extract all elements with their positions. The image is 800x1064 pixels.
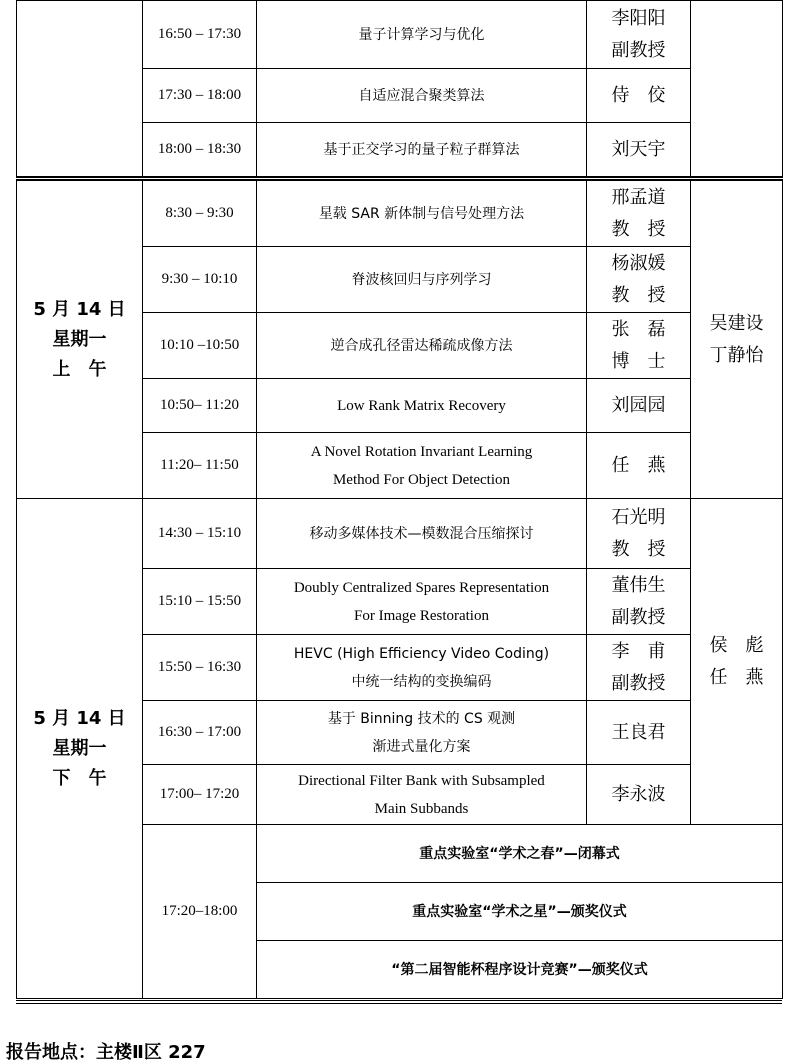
talk-speaker: 张 磊 博 士: [587, 313, 691, 379]
table-row: [17, 1, 783, 69]
talk-title: A Novel Rotation Invariant Learning Method For Object Detection: [257, 433, 587, 499]
location-note: 报告地点：主楼Ⅱ区 227: [6, 1042, 206, 1063]
talk-speaker: 王良君: [587, 701, 691, 765]
talk-title: 自适应混合聚类算法: [257, 69, 587, 123]
talk-title: 移动多媒体技术—模数混合压缩探讨: [257, 499, 587, 569]
talk-speaker: 石光明 教 授: [587, 499, 691, 569]
day-cell: 5 月 14 日 星期一 下 午: [17, 499, 143, 999]
talk-speaker: 杨淑媛 教 授: [587, 247, 691, 313]
talk-time: 10:10 –10:50: [143, 313, 257, 379]
table-row: [17, 179, 783, 247]
talk-time: 15:50 – 16:30: [143, 635, 257, 701]
closing-item: 重点实验室“学术之星”—颁奖仪式: [257, 883, 783, 941]
talk-speaker: 邢孟道 教 授: [587, 179, 691, 247]
day-cell: [17, 1, 143, 179]
talk-time: 10:50– 11:20: [143, 379, 257, 433]
talk-time: 15:10 – 15:50: [143, 569, 257, 635]
talk-speaker: 李阳阳 副教授: [587, 1, 691, 69]
talk-title: 脊波核回归与序列学习: [257, 247, 587, 313]
talk-time: 8:30 – 9:30: [143, 179, 257, 247]
chair-cell: 侯 彪 任 燕: [691, 499, 783, 825]
talk-time: 17:30 – 18:00: [143, 69, 257, 123]
talk-speaker: 任 燕: [587, 433, 691, 499]
talk-speaker: 李 甫 副教授: [587, 635, 691, 701]
talk-title: 基于 Binning 技术的 CS 观测 渐进式量化方案: [257, 701, 587, 765]
talk-title: 逆合成孔径雷达稀疏成像方法: [257, 313, 587, 379]
talk-title: Doubly Centralized Spares Representation For Image Restoration: [257, 569, 587, 635]
talk-time: 14:30 – 15:10: [143, 499, 257, 569]
talk-title: 星载 SAR 新体制与信号处理方法: [257, 179, 587, 247]
talk-title: Directional Filter Bank with Subsampled Main Subbands: [257, 765, 587, 825]
talk-time: 9:30 – 10:10: [143, 247, 257, 313]
talk-title: Low Rank Matrix Recovery: [257, 379, 587, 433]
talk-time: 16:50 – 17:30: [143, 1, 257, 69]
talk-speaker: 李永波: [587, 765, 691, 825]
closing-item: “第二届智能杯程序设计竞赛”—颁奖仪式: [257, 941, 783, 999]
talk-speaker: 董伟生 副教授: [587, 569, 691, 635]
talk-speaker: 刘园园: [587, 379, 691, 433]
talk-time: 11:20– 11:50: [143, 433, 257, 499]
talk-title: HEVC (High Efficiency Video Coding) 中统一结构的变换编码: [257, 635, 587, 701]
closing-time: 17:20–18:00: [143, 825, 257, 999]
talk-title: 基于正交学习的量子粒子群算法: [257, 123, 587, 179]
talk-time: 18:00 – 18:30: [143, 123, 257, 179]
closing-item: 重点实验室“学术之春”—闭幕式: [257, 825, 783, 883]
talk-speaker: 刘天宇: [587, 123, 691, 179]
schedule-table: [16, 0, 783, 999]
talk-time: 16:30 – 17:00: [143, 701, 257, 765]
talk-speaker: 侍 佼: [587, 69, 691, 123]
talk-time: 17:00– 17:20: [143, 765, 257, 825]
chair-cell: [691, 1, 783, 179]
talk-title: 量子计算学习与优化: [257, 1, 587, 69]
table-row: [17, 499, 783, 569]
bottom-rule: [16, 1000, 782, 1004]
day-cell: 5 月 14 日 星期一 上 午: [17, 179, 143, 499]
chair-cell: 吴建设 丁静怡: [691, 179, 783, 499]
